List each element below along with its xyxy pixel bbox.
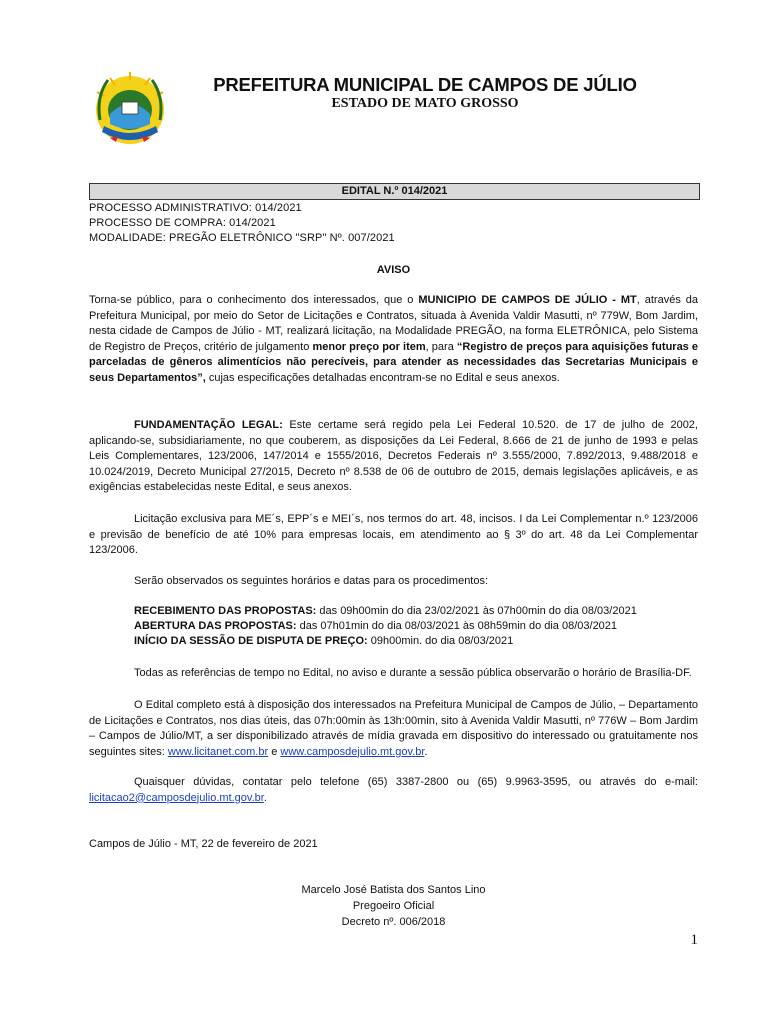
schedule-item-receipt: RECEBIMENTO DAS PROPOSTAS: das 09h00min do dia 23/02/2021 às 07h00min do dia 08/03/2021: [134, 605, 637, 617]
paragraph-legal-basis: FUNDAMENTAÇÃO LEGAL: Este certame será regido pela Lei Federal 10.520. de 17 de julho de 2002, aplicando-se, subsidiariamente, no que couberem, as disposições da Lei Federal, 8.666 de 21 de junho de 1993 e pelas Leis Complementares, 123/2006, 147/2014 e 1555/2016, Decretos Federais nº 3.555/2000, 7.892/2013, 9.488/2018 e 10.024/2019, Decreto Municipal 27/2015, Decreto nº 8.538 de 06 de outubro de 2015, demais legislações aplicáveis, e as exigências estabelecidas neste Edital, e seus anexos.: [89, 419, 698, 494]
legal-basis-label: FUNDAMENTAÇÃO LEGAL:: [134, 419, 283, 431]
paragraph-time-reference: Todas as referências de tempo no Edital, no aviso e durante a sessão pública observarão o horário de Brasília-DF.: [134, 667, 692, 679]
page-number: 1: [690, 932, 698, 948]
municipality-title: PREFEITURA MUNICIPAL DE CAMPOS DE JÚLIO: [213, 74, 637, 95]
municipal-coat-of-arms-logo: [88, 66, 172, 150]
signatory-name: Marcelo José Batista dos Santos Lino: [301, 884, 486, 896]
schedule-item-session: INÍCIO DA SESSÃO DE DISPUTA DE PREÇO: 09h00min. do dia 08/03/2021: [134, 635, 514, 647]
aviso-heading: AVISO: [376, 264, 411, 276]
state-subtitle: ESTADO DE MATO GROSSO: [331, 96, 519, 111]
paragraph-edital-availability: O Edital completo está à disposição dos interessados na Prefeitura Municipal de Campos de Júlio, – Departamento de Licitações e Contratos, nos dias úteis, das 07h:00min às 13h:00min, sito à Avenida Valdir Masutti, nº 776W – Bom Jardim – Campos de Júlio/MT, a ser disponibilizado através de mídia gravada em dispositivo do interessado ou gratuitamente nos seguintes sites: www.licitanet.com.br e www.camposdejulio.mt.gov.br.: [89, 699, 698, 758]
paragraph-contact: Quaisquer dúvidas, contatar pelo telefone (65) 3387-2800 ou (65) 9.9963-3595, ou através do e-mail: licitacao2@camposdejulio.mt.gov.br.: [89, 776, 698, 804]
contact-email-link[interactable]: licitacao2@camposdejulio.mt.gov.br: [89, 791, 264, 804]
object-description: “Registro de preços para aquisições futuras e parceladas de gêneros alimentícios não perecíveis, para atender as necessidades das Secretarias Municipais e seus Departamentos”,: [89, 340, 699, 384]
licitanet-link[interactable]: www.licitanet.com.br: [167, 745, 269, 758]
schedule-item-opening: ABERTURA DAS PROPOSTAS: das 07h01min do dia 08/03/2021 às 08h59min do dia 08/03/2021: [134, 620, 618, 632]
camposdejulio-site-link[interactable]: www.camposdejulio.mt.gov.br: [280, 745, 425, 758]
paragraph-exclusivity: Licitação exclusiva para ME´s, EPP´s e MEI´s, nos termos do art. 48, incisos. I da Lei Complementar n.º 123/2006 e previsão de benefício de até 10% para empresas locais, em atendimento ao § 3º do art. 48 da Lei Complementar 123/2006.: [89, 513, 698, 557]
signatory-decree: Decreto nº. 006/2018: [341, 916, 446, 928]
paragraph-schedule-intro: Serão observados os seguintes horários e datas para os procedimentos:: [134, 575, 489, 587]
modality: MODALIDADE: PREGÃO ELETRÔNICO "SRP" Nº. 007/2021: [89, 232, 395, 244]
place-and-date: Campos de Júlio - MT, 22 de fevereiro de 2021: [89, 838, 318, 850]
edital-number-banner: EDITAL N.º 014/2021: [89, 183, 700, 200]
paragraph-announcement: Torna-se público, para o conhecimento dos interessados, que o MUNICIPIO DE CAMPOS DE JÚLIO - MT, através da Prefeitura Municipal, por meio do Setor de Licitações e Contratos, situada à Avenida Valdir Masutti, nº 779W, Bom Jardim, nesta cidade de Campos de Júlio - MT, realizará licitação, na Modalidade PREGÃO, na forma ELETRÔNICA, pelo Sistema de Registro de Preços, critério de julgamento menor preço por item, para “Registro de preços para aquisições futuras e parceladas de gêneros alimentícios não perecíveis, para atender as necessidades das Secretarias Municipais e seus Departamentos”, cujas especificações detalhadas encontram-se no Edital e seus anexos.: [89, 294, 699, 384]
process-administrative: PROCESSO ADMINISTRATIVO: 014/2021: [89, 202, 302, 214]
signatory-role: Pregoeiro Oficial: [352, 900, 435, 912]
process-purchase: PROCESSO DE COMPRA: 014/2021: [89, 217, 276, 229]
municipality-name: MUNICIPIO DE CAMPOS DE JÚLIO - MT: [418, 294, 637, 306]
